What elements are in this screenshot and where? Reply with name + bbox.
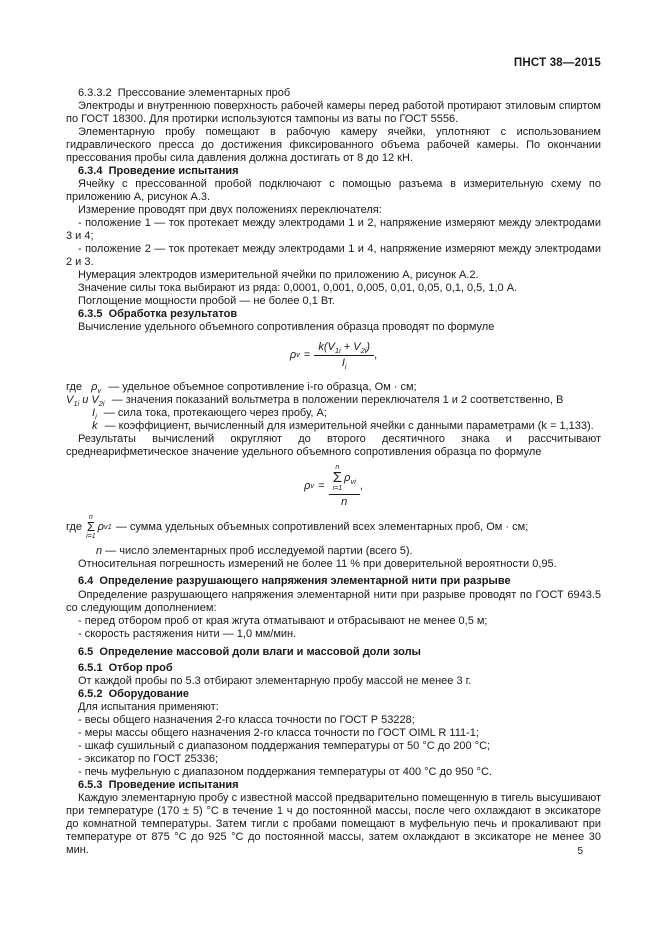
numerator-text: )	[366, 341, 371, 353]
paragraph-current-range: Значение силы тока выбирают из ряда: 0,0001, 0,001, 0,005, 0,01, 0,05, 0,1, 0,5, 1,0 А.	[78, 282, 518, 294]
sum-symbol	[86, 514, 96, 540]
numerator-text: k(V	[318, 341, 335, 353]
denominator-sub: i	[344, 362, 347, 372]
sigma-icon: Σ	[332, 469, 342, 486]
paragraph-equipment-intro: Для испытания применяют:	[78, 701, 219, 713]
where-term: ρ	[91, 381, 98, 393]
fraction-denominator	[314, 356, 374, 372]
sigma-icon: Σ	[86, 519, 95, 534]
where-term-sub: 1i	[73, 399, 80, 409]
list-item-oven: - шкаф сушильный с диапазоном поддержания температуры от 50 °С до 200 °С;	[78, 740, 491, 752]
list-item-scales: - весы общего назначения 2-го класса точности по ГОСТ Р 53228;	[78, 714, 415, 726]
paragraph-error: Относительная погрешность измерений не более 11 % при доверительной вероятности 0,95.	[78, 558, 557, 570]
document-body	[66, 87, 601, 857]
formula-comma: ,	[374, 349, 378, 361]
where-term: V	[66, 394, 74, 406]
where-intro: где	[66, 381, 83, 393]
list-item-position-2: - положение 2 — ток протекает между электродами 1 и 4, напряжение измеряют между электродами 2 и 3.	[66, 243, 601, 268]
equals-sign: =	[318, 480, 325, 492]
where-term: I	[92, 407, 96, 419]
sum-upper-limit: n	[88, 514, 93, 521]
fraction-denominator	[329, 495, 360, 508]
page-number: 5	[577, 846, 583, 857]
where-desc: — удельное объемное сопротивление i-го образца, Ом · см;	[108, 381, 417, 393]
paragraph-cell-connect: Ячейку с прессованной пробой подключают с помощью разъема в измерительную схему по приложению А, рисунок А.3.	[66, 178, 601, 203]
fraction-numerator	[329, 464, 360, 495]
where-line-voltmeter	[66, 394, 601, 407]
denominator-text: n	[341, 496, 348, 508]
paragraph-test-procedure: Каждую элементарную пробу с известной массой предварительно помещенную в тигель высушивают при температуре (170 ± 5) °С в течение 1 ч до постоянной массы, после чего охлаждают в эксикаторе до комнатной температуры. Затем тигли с пробами помещают в муфельную печь и прокаливают при температуре от 875 °С до 925 °С до постоянной массы, затем охлаждают в эксикаторе не менее 30 мин.	[66, 792, 601, 856]
numerator-text: ρ	[344, 471, 351, 484]
paragraph-breaking-stress: Определение разрушающего напряжения элементарной нити при разрыве проводят по ГОСТ 6943.5 со следующим дополнением:	[66, 589, 601, 614]
heading-6-5-3: 6.5.3 Проведение испытания	[78, 779, 239, 791]
sum-upper-limit: n	[335, 464, 340, 471]
where-intro: где	[66, 520, 83, 533]
formula-volume-resistivity: ρ v = $\frac{k(V_{1i} + V_{2i})}{I_i}$ ,	[289, 341, 378, 372]
denominator-text: I	[341, 357, 345, 369]
numerator-sub-1: 1i	[334, 346, 341, 356]
formula-comma: ,	[359, 480, 363, 492]
heading-6-5: 6.5 Определение массовой доли влаги и массовой доли золы	[78, 646, 421, 658]
where-line-n	[66, 545, 601, 558]
heading-6-3-4: 6.3.4 Проведение испытания	[78, 165, 239, 177]
heading-6-4: 6.4 Определение разрушающего напряжения элементарной нити при разрыве	[78, 575, 511, 587]
where-line-rho	[66, 381, 601, 394]
list-item-furnace: - печь муфельную с диапазоном поддержания температуры от 400 °С до 950 °С.	[78, 766, 492, 778]
heading-6-5-2: 6.5.2 Оборудование	[78, 688, 190, 700]
heading-6-3-5: 6.3.5 Обработка результатов	[78, 308, 238, 320]
where-clause-2: где n Σ i=1 ρ v1 — сумма удельных объемных сопротивлений всех элементарных проб, Ом · см;	[66, 514, 529, 540]
heading-6-5-1: 6.5.1 Отбор проб	[78, 662, 173, 674]
heading-6-3-3-2: 6.3.3.2 Прессование элементарных проб	[78, 87, 291, 99]
paragraph-power: Поглощение мощности пробой — не более 0,1 Вт.	[78, 295, 335, 307]
where-term: k	[92, 420, 98, 432]
doc-number: ПНСТ 38—2015	[513, 57, 601, 69]
equals-sign: =	[303, 349, 311, 361]
sum-lower-limit: i=1	[332, 485, 343, 492]
fraction-numerator	[314, 341, 374, 356]
sum-lower-limit: i=1	[86, 533, 96, 540]
where-term-sub: v	[97, 386, 102, 396]
sum-symbol	[333, 464, 343, 492]
where-clause-1	[66, 381, 601, 433]
where-term-sub: 2i	[98, 399, 105, 409]
paragraph-two-positions: Измерение проводят при двух положениях переключателя:	[78, 204, 382, 216]
paragraph-formula-intro-1: Вычисление удельного объемного сопротивления образца проводят по формуле	[78, 321, 495, 333]
formula-mean-resistivity: ρ v = n Σ i=1 $\rho_{vi}$ n ,	[304, 464, 363, 508]
paragraph-formula-intro-2: Результаты вычислений округляют до второго десятичного знака и рассчитывают среднеарифметическое значение удельного объемного сопротивления образца по формуле	[66, 433, 601, 458]
where-desc: — коэффициент, вычисленный для измерительной ячейки с данными параметрами (k = 1,133).	[104, 420, 594, 432]
paragraph-numbering: Нумерация электродов измерительной ячейки по приложению А, рисунок А.2.	[78, 269, 479, 281]
paragraph-sampling: От каждой пробы по 5.3 отбирают элементарную пробу массой не менее 3 г.	[78, 675, 472, 687]
where-line-current	[66, 407, 601, 420]
where-term: и V	[79, 394, 99, 406]
list-item-weights: - меры массы общего назначения 2-го класса точности по ГОСТ OIML R 111-1;	[78, 727, 479, 739]
list-item-position-1: - положение 1 — ток протекает между электродами 1 и 2, напряжение измеряют между электродами 3 и 4;	[66, 217, 601, 242]
paragraph-electrodes: Электроды и внутреннюю поверхность рабочей камеры перед работой протирают этиловым спиртом по ГОСТ 18300. Для протирки используются тампоны из ваты по ГОСТ 5556.	[66, 100, 601, 125]
formula-lhs: ρ	[304, 480, 311, 492]
list-item-speed: - скорость растяжения нити — 1,0 мм/мин.	[78, 628, 297, 640]
where-term: ρ	[97, 520, 104, 533]
list-item-desiccator: - эксикатор по ГОСТ 25336;	[78, 753, 219, 765]
fraction	[329, 464, 360, 508]
where-desc: — число элементарных проб исследуемой партии (всего 5).	[102, 545, 413, 557]
where-line-coefficient	[66, 420, 601, 433]
formula-lhs: ρ	[289, 349, 297, 361]
where-term-sub: i	[95, 412, 97, 422]
where-term: n	[96, 545, 103, 557]
where-desc: — сумма удельных объемных сопротивлений всех элементарных проб, Ом · см;	[115, 520, 529, 533]
numerator-text: + V	[340, 341, 361, 353]
where-desc: — значения показаний вольтметра в положении переключателя 1 и 2 соответственно, В	[111, 394, 564, 406]
fraction	[314, 341, 374, 372]
where-desc: — сила тока, протекающего через пробу, А;	[103, 407, 327, 419]
paragraph-press: Элементарную пробу помещают в рабочую камеру ячейки, уплотняют с использованием гидравлического пресса до достижения фиксированного объема рабочей камеры. По окончании прессования пробы сила давления должна достигать от 8 до 12 кН.	[66, 126, 601, 164]
list-item-tow: - перед отбором проб от края жгута отматывают и отбрасывают не менее 0,5 м;	[78, 615, 488, 627]
numerator-sub-2: 2i	[360, 346, 367, 356]
numerator-sub: vi	[350, 477, 356, 487]
